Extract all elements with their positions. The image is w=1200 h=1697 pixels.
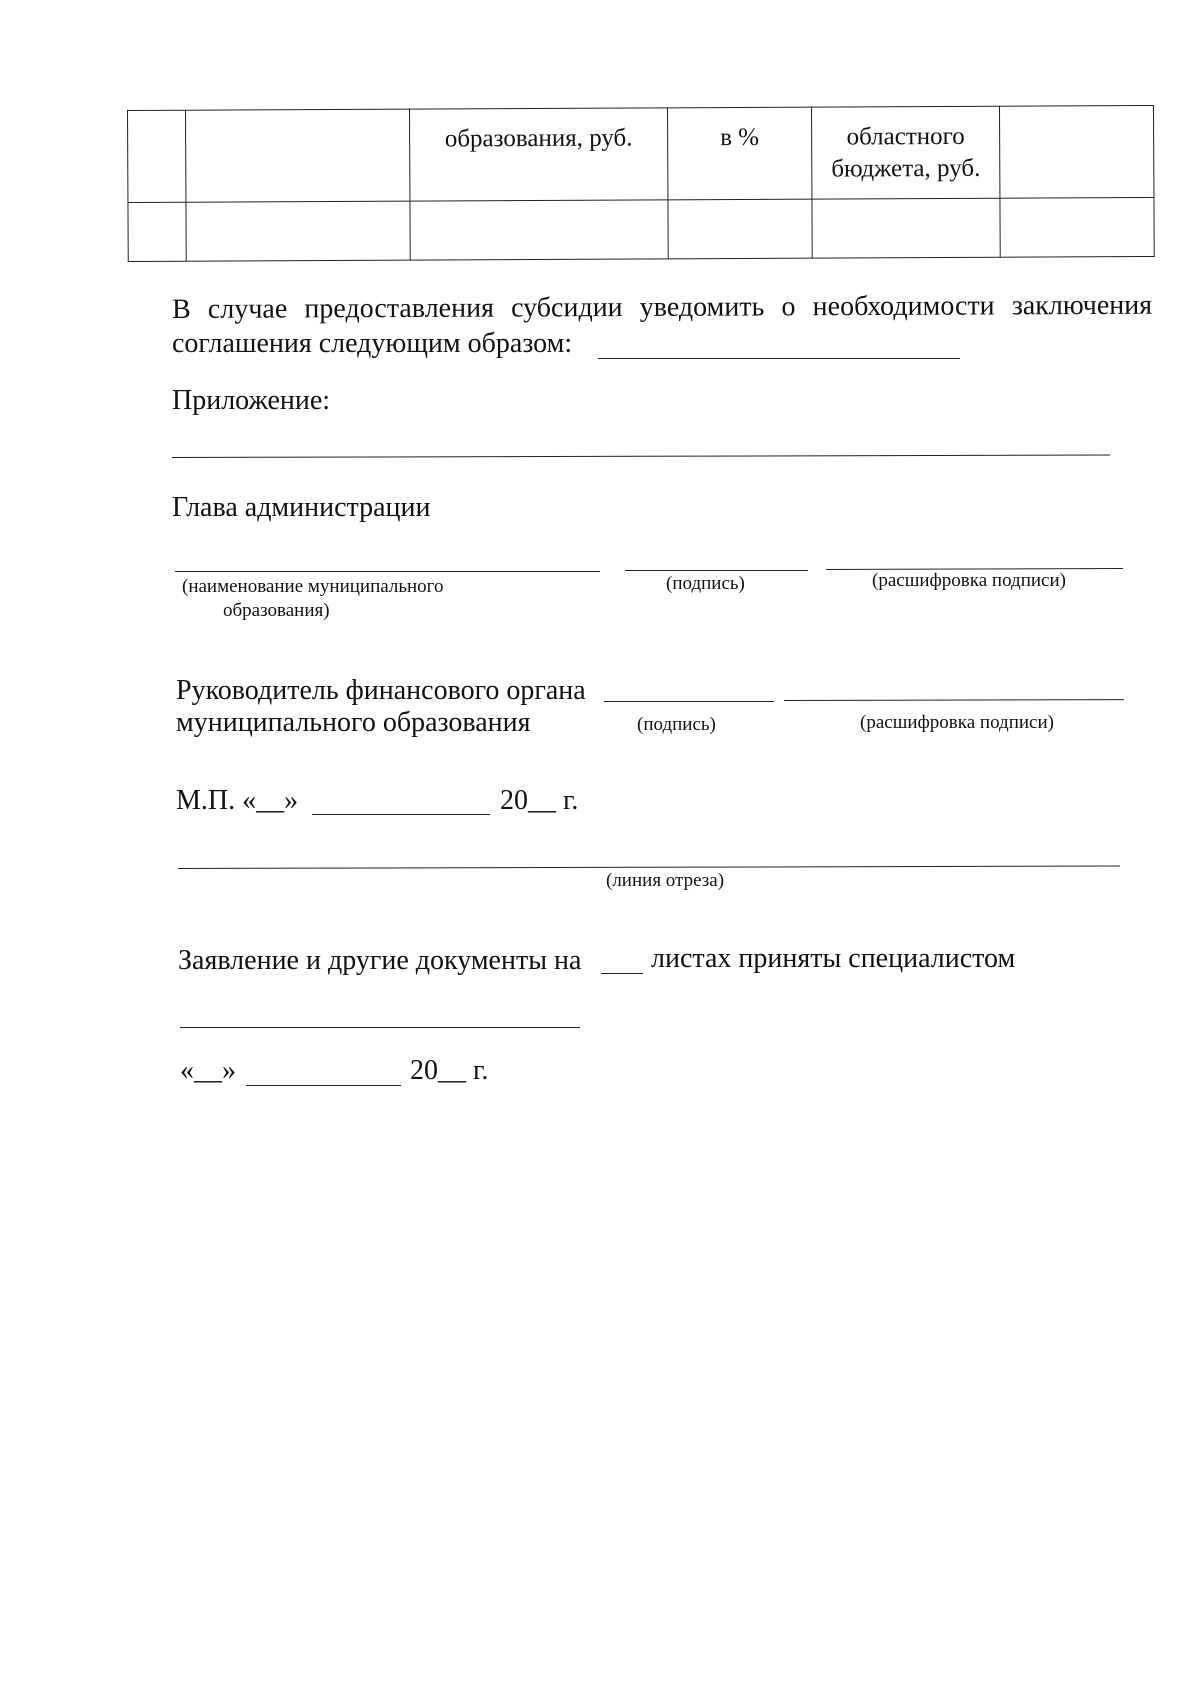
table-cell	[186, 201, 410, 261]
table-cell	[128, 202, 186, 262]
receipt-text-after: листах приняты специалистом	[651, 943, 1016, 974]
notice-line-2: соглашения следующим образом:	[172, 328, 573, 359]
table-cell	[668, 199, 812, 259]
table-cell-municipal-budget: образования, руб.	[409, 108, 667, 201]
cut-line	[178, 866, 1120, 869]
table-cell	[812, 198, 1000, 258]
receipt-sheets-blank[interactable]	[601, 973, 643, 974]
table-cell-percent: в %	[667, 107, 811, 199]
attachment-label: Приложение:	[172, 385, 331, 416]
finance-head-line-2: муниципального образования	[176, 707, 531, 738]
stamp-year: 20__ г.	[500, 785, 579, 816]
table-header-row	[128, 105, 1154, 202]
receipt-text-before: Заявление и другие документы на	[178, 945, 582, 976]
table-cell	[186, 109, 410, 202]
notice-line-1: В случае предоставления субсидии уведомить о необходимости заключения	[172, 289, 1153, 325]
subsidy-table	[127, 105, 1155, 262]
cut-line-caption: (линия отреза)	[606, 870, 725, 891]
table-cell	[410, 199, 668, 260]
receipt-month-line[interactable]	[246, 1085, 401, 1086]
finance-head-line-1: Руководитель финансового органа	[176, 675, 586, 706]
head-admin-caption-name-1: (наименование муниципального	[182, 576, 444, 597]
receipt-date-open: «__»	[180, 1055, 236, 1086]
receipt-specialist-line[interactable]	[180, 1027, 580, 1028]
attachment-blank-line[interactable]	[172, 455, 1110, 458]
head-admin-name-line[interactable]	[175, 571, 600, 572]
stamp-month-line[interactable]	[312, 814, 490, 815]
head-admin-caption-decoding: (расшифровка подписи)	[872, 570, 1066, 591]
finance-head-caption-signature: (подпись)	[637, 714, 716, 735]
stamp-mp-label: М.П. «__»	[176, 785, 299, 816]
table-row	[128, 197, 1154, 261]
head-admin-caption-signature: (подпись)	[666, 573, 745, 594]
head-admin-signature-line[interactable]	[625, 570, 808, 571]
table-cell	[999, 105, 1153, 197]
head-admin-title: Глава администрации	[172, 492, 431, 523]
table-cell	[1000, 197, 1154, 257]
receipt-year: 20__ г.	[410, 1055, 489, 1086]
finance-head-decoding-line[interactable]	[784, 699, 1124, 701]
notice-blank-line[interactable]	[598, 358, 960, 359]
head-admin-caption-name-2: образования)	[223, 600, 330, 621]
finance-head-signature-line[interactable]	[604, 701, 774, 702]
table-cell	[128, 110, 186, 202]
table-cell-regional-budget: областного бюджета, руб.	[811, 106, 999, 199]
finance-head-caption-decoding: (расшифровка подписи)	[860, 712, 1054, 733]
